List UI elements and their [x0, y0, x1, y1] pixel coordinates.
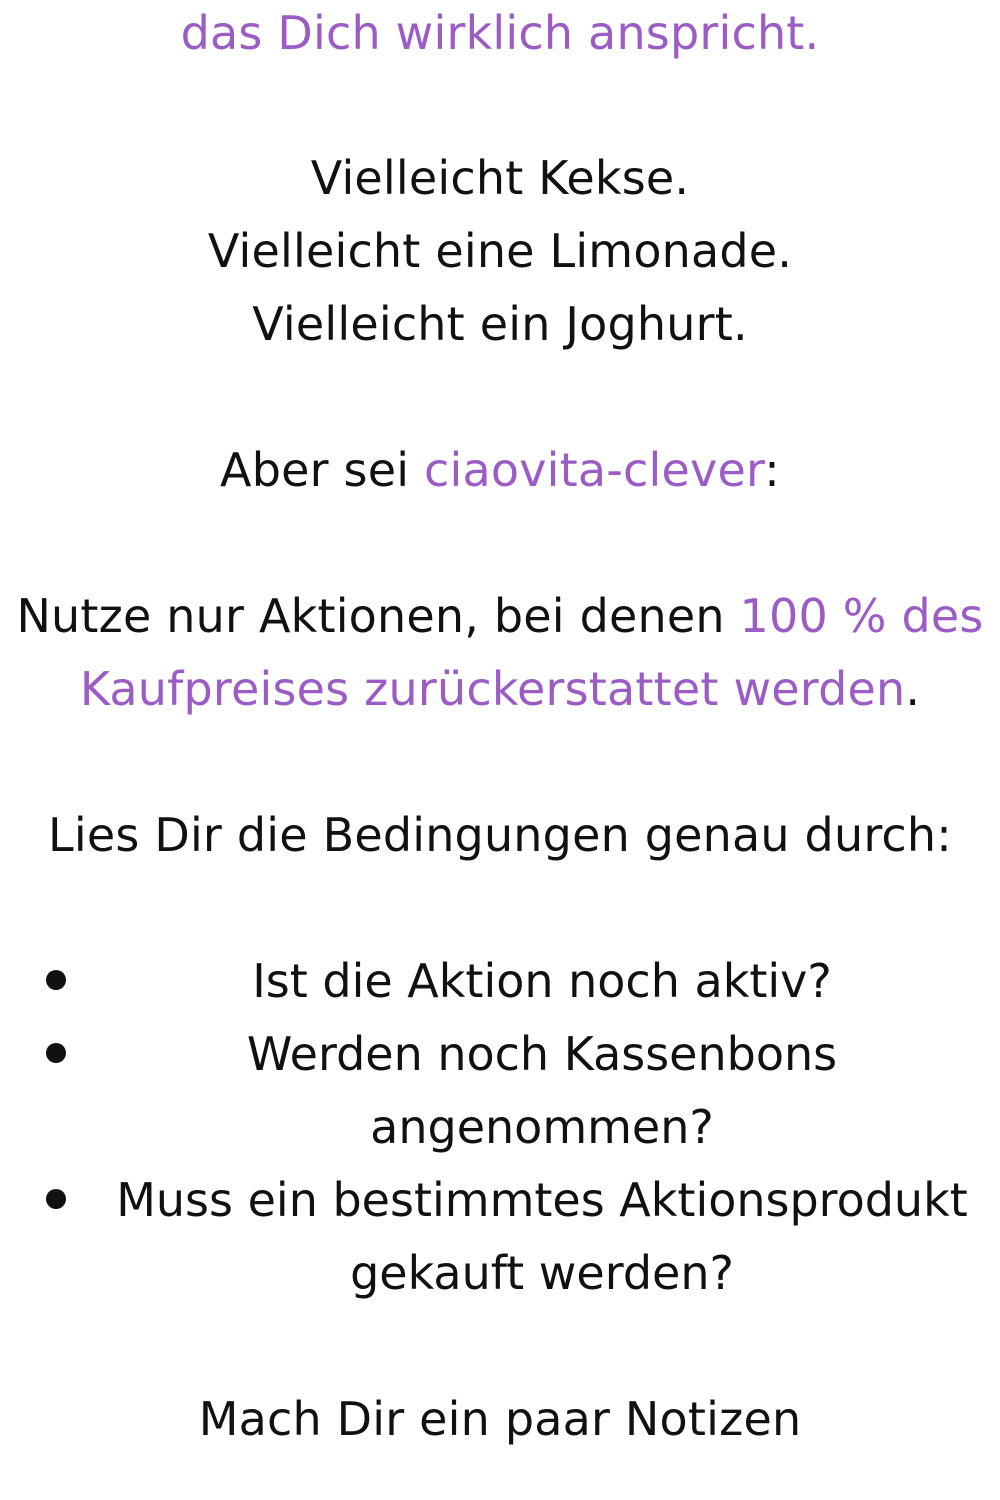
clever-suffix: : — [764, 443, 780, 497]
conditions-heading: Lies Dir die Bedingungen genau durch: — [48, 808, 952, 862]
example-line-cookies: Vielleicht Kekse. — [310, 151, 690, 205]
clever-line — [0, 433, 1000, 507]
bullet-dot-3 — [46, 1189, 66, 1209]
bullet-dot-1 — [46, 970, 66, 990]
bullet-text-1: Ist die Aktion noch aktiv? — [252, 954, 832, 1008]
closing-line: Mach Dir ein paar Notizen — [198, 1392, 802, 1446]
bullet-text-2-line-2: angenommen? — [370, 1100, 714, 1154]
refund-highlight-part-2: Kaufpreises zurückerstattet werden — [79, 662, 906, 716]
clever-prefix: Aber sei — [220, 443, 425, 497]
refund-suffix: . — [905, 662, 921, 716]
example-line-yoghurt: Vielleicht ein Joghurt. — [252, 297, 748, 351]
refund-highlight-part-1: 100 % des — [739, 589, 984, 643]
intro-line: das Dich wirklich anspricht. — [180, 6, 820, 60]
refund-prefix: Nutze nur Aktionen, bei denen — [16, 589, 740, 643]
refund-line-1 — [0, 579, 1000, 653]
example-line-lemonade: Vielleicht eine Limonade. — [207, 224, 793, 278]
bullet-text-2-line-1: Werden noch Kassenbons — [246, 1027, 838, 1081]
bullet-text-3-line-2: gekauft werden? — [350, 1246, 734, 1300]
refund-line-2 — [0, 652, 1000, 726]
ciaovita-clever-highlight: ciaovita-clever — [424, 443, 765, 497]
bullet-text-3-line-1: Muss ein bestimmtes Aktionsprodukt — [116, 1173, 968, 1227]
bullet-dot-2 — [46, 1043, 66, 1063]
